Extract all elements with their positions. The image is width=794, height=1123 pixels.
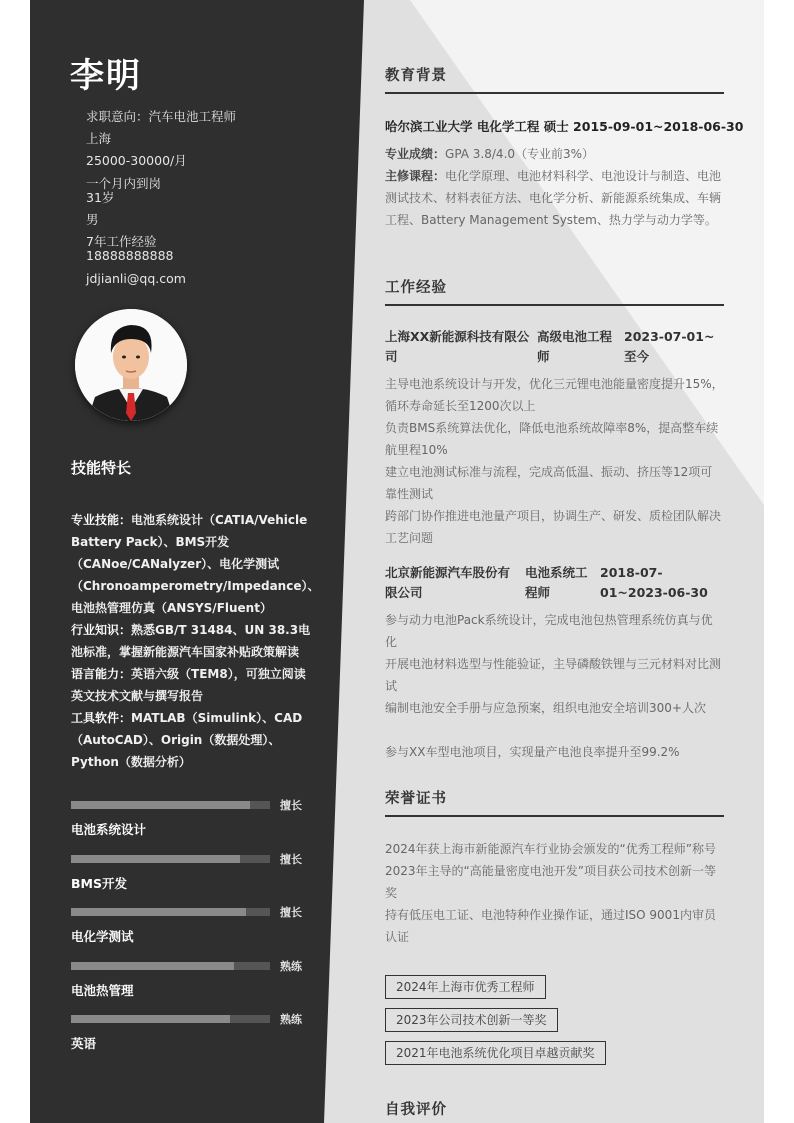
job-duty: 开展电池材料选型与性能验证，主导磷酸铁锂与三元材料对比测试 (385, 657, 722, 693)
skill-level: 熟练 (280, 1013, 302, 1026)
availability: 一个月内到岗 (86, 176, 162, 191)
skills-list (71, 509, 320, 773)
skill-bar-track (71, 855, 270, 863)
skill-level: 擅长 (280, 852, 302, 866)
section-divider (385, 92, 724, 94)
skill-level: 擅长 (280, 906, 302, 919)
skill-bar-track (71, 962, 270, 970)
skill-name: 英语 (71, 1036, 97, 1051)
job-duty: 跨部门协作推进电池量产项目，协调生产、研发、质检团队解决工艺问题 (385, 509, 722, 545)
education-details (385, 143, 724, 231)
skills-title: 技能特长 (71, 459, 132, 477)
skill-label: 语言能力： (71, 667, 132, 681)
skill-name: BMS开发 (71, 875, 127, 891)
phone: 18888888888 (86, 248, 174, 263)
skill-bar-track (71, 1015, 270, 1023)
job-duty: 编制电池安全手册与应急预案，组织电池安全培训300+人次 (385, 701, 706, 715)
honor-item: 2024年获上海市新能源汽车行业协会颁发的“优秀工程师”称号 (385, 842, 716, 856)
job-duty: 主导电池系统设计与开发，优化三元锂电池能量密度提升15%，循环寿命延长至1200次以上 (385, 377, 724, 413)
skill-label: 专业技能： (71, 513, 132, 527)
job-duties (385, 373, 724, 549)
salary: 25000-30000/月 (86, 153, 187, 168)
job-position: 高级电池工程师 (537, 329, 613, 364)
section-divider (385, 304, 724, 306)
skill-text: MATLAB（Simulink）、CAD（AutoCAD）、Origin（数据处理）、Python（数据分析） (71, 711, 303, 769)
skill-bars (71, 796, 311, 1064)
resume-page (30, 0, 764, 1123)
gpa-value: GPA 3.8/4.0（专业前3%） (445, 147, 595, 161)
gpa-label: 专业成绩： (385, 147, 446, 161)
honors-title: 荣誉证书 (385, 791, 447, 807)
honor-item: 2023年主导的“高能量密度电池开发”项目获公司技术创新一等奖 (385, 864, 716, 900)
honor-tag: 2023年公司技术创新一等奖 (385, 1008, 558, 1032)
education-header: 哈尔滨工业大学 电化学工程 硕士 2015-09-01~2018-06-30 (385, 119, 744, 134)
skill-level: 熟练 (280, 959, 302, 973)
skill-bar-fill (71, 1015, 230, 1023)
job-intent: 求职意向：汽车电池工程师 (86, 109, 237, 124)
skill-bar-row (71, 796, 311, 850)
skill-bar-row (71, 850, 311, 904)
skill-bar-fill (71, 801, 250, 809)
age: 31岁 (86, 190, 115, 205)
skill-text: 英语六级（TEM8），可独立阅读英文技术文献与撰写报告 (71, 667, 306, 703)
honor-item: 持有低压电工证、电池特种作业操作证，通过ISO 9001内审员认证 (385, 908, 716, 944)
skill-item (71, 509, 320, 619)
city: 上海 (86, 131, 112, 146)
sidebar (30, 0, 330, 1123)
skill-text: 熟悉GB/T 31484、UN 38.3电池标准，掌握新能源汽车国家补贴政策解读 (71, 623, 311, 659)
skill-bar-track (71, 908, 270, 916)
skill-label: 行业知识： (71, 623, 132, 637)
gender: 男 (86, 212, 99, 227)
job-position: 电池系统工程师 (525, 565, 588, 600)
skill-bar-fill (71, 908, 246, 916)
skill-label: 工具软件： (71, 711, 132, 725)
skill-bar-fill (71, 855, 240, 863)
skill-level: 擅长 (280, 799, 302, 812)
self-eval-title: 自我评价 (385, 1102, 447, 1118)
courses-value: 电化学原理、电池材料科学、电池设计与制造、电池测试技术、材料表征方法、电化学分析、新能源系统集成、车辆工程、Battery Management System、热力学与动力学等。 (385, 169, 722, 227)
skill-bar-fill (71, 962, 234, 970)
candidate-name: 李明 (70, 56, 142, 96)
avatar (75, 309, 187, 421)
skill-name: 电化学测试 (71, 929, 134, 944)
honors-list (385, 838, 724, 948)
job-duties (385, 609, 724, 763)
job-duty: 建立电池测试标准与流程，完成高低温、振动、挤压等12项可靠性测试 (385, 465, 713, 501)
skill-bar-row (71, 957, 311, 1011)
avatar-portrait-icon (75, 309, 187, 421)
skill-bar-row (71, 1010, 311, 1064)
job-duty: 负责BMS系统算法优化，降低电池系统故障率8%，提高整车续航里程10% (385, 421, 719, 457)
experience-years: 7年工作经验 (86, 234, 157, 249)
job-duty: 参与动力电池Pack系统设计，完成电池包热管理系统仿真与优化 (385, 613, 713, 649)
skill-item (71, 707, 311, 773)
skill-text: 电池系统设计（CATIA/Vehicle Battery Pack）、BMS开发（CANoe/CANalyzer）、电化学测试（Chronoamperometry/Impedance）、电池热管理仿真（ANSYS/Fluent） (71, 513, 320, 615)
work-title: 工作经验 (385, 280, 447, 296)
email: jdjianli@qq.com (86, 271, 186, 286)
courses-label: 主修课程： (385, 169, 446, 183)
education-title: 教育背景 (385, 68, 447, 84)
honor-tags (385, 975, 606, 1074)
honor-tag: 2021年电池系统优化项目卓越贡献奖 (385, 1041, 606, 1065)
section-divider (385, 815, 724, 817)
skill-item (71, 663, 311, 707)
job-date: 2023-07-01~至今 (624, 329, 715, 364)
honor-tag: 2024年上海市优秀工程师 (385, 975, 546, 999)
skill-bar-row (71, 903, 311, 957)
job-company: 上海XX新能源科技有限公司 (385, 329, 530, 364)
skill-name: 电池热管理 (71, 982, 134, 998)
job-company: 北京新能源汽车股份有限公司 (385, 565, 511, 600)
skill-bar-track (71, 801, 270, 809)
job-duty: 参与XX车型电池项目，实现量产电池良率提升至99.2% (385, 745, 680, 759)
job-date: 2018-07-01~2023-06-30 (600, 565, 708, 600)
skill-item (71, 619, 311, 663)
skill-name: 电池系统设计 (71, 822, 147, 837)
